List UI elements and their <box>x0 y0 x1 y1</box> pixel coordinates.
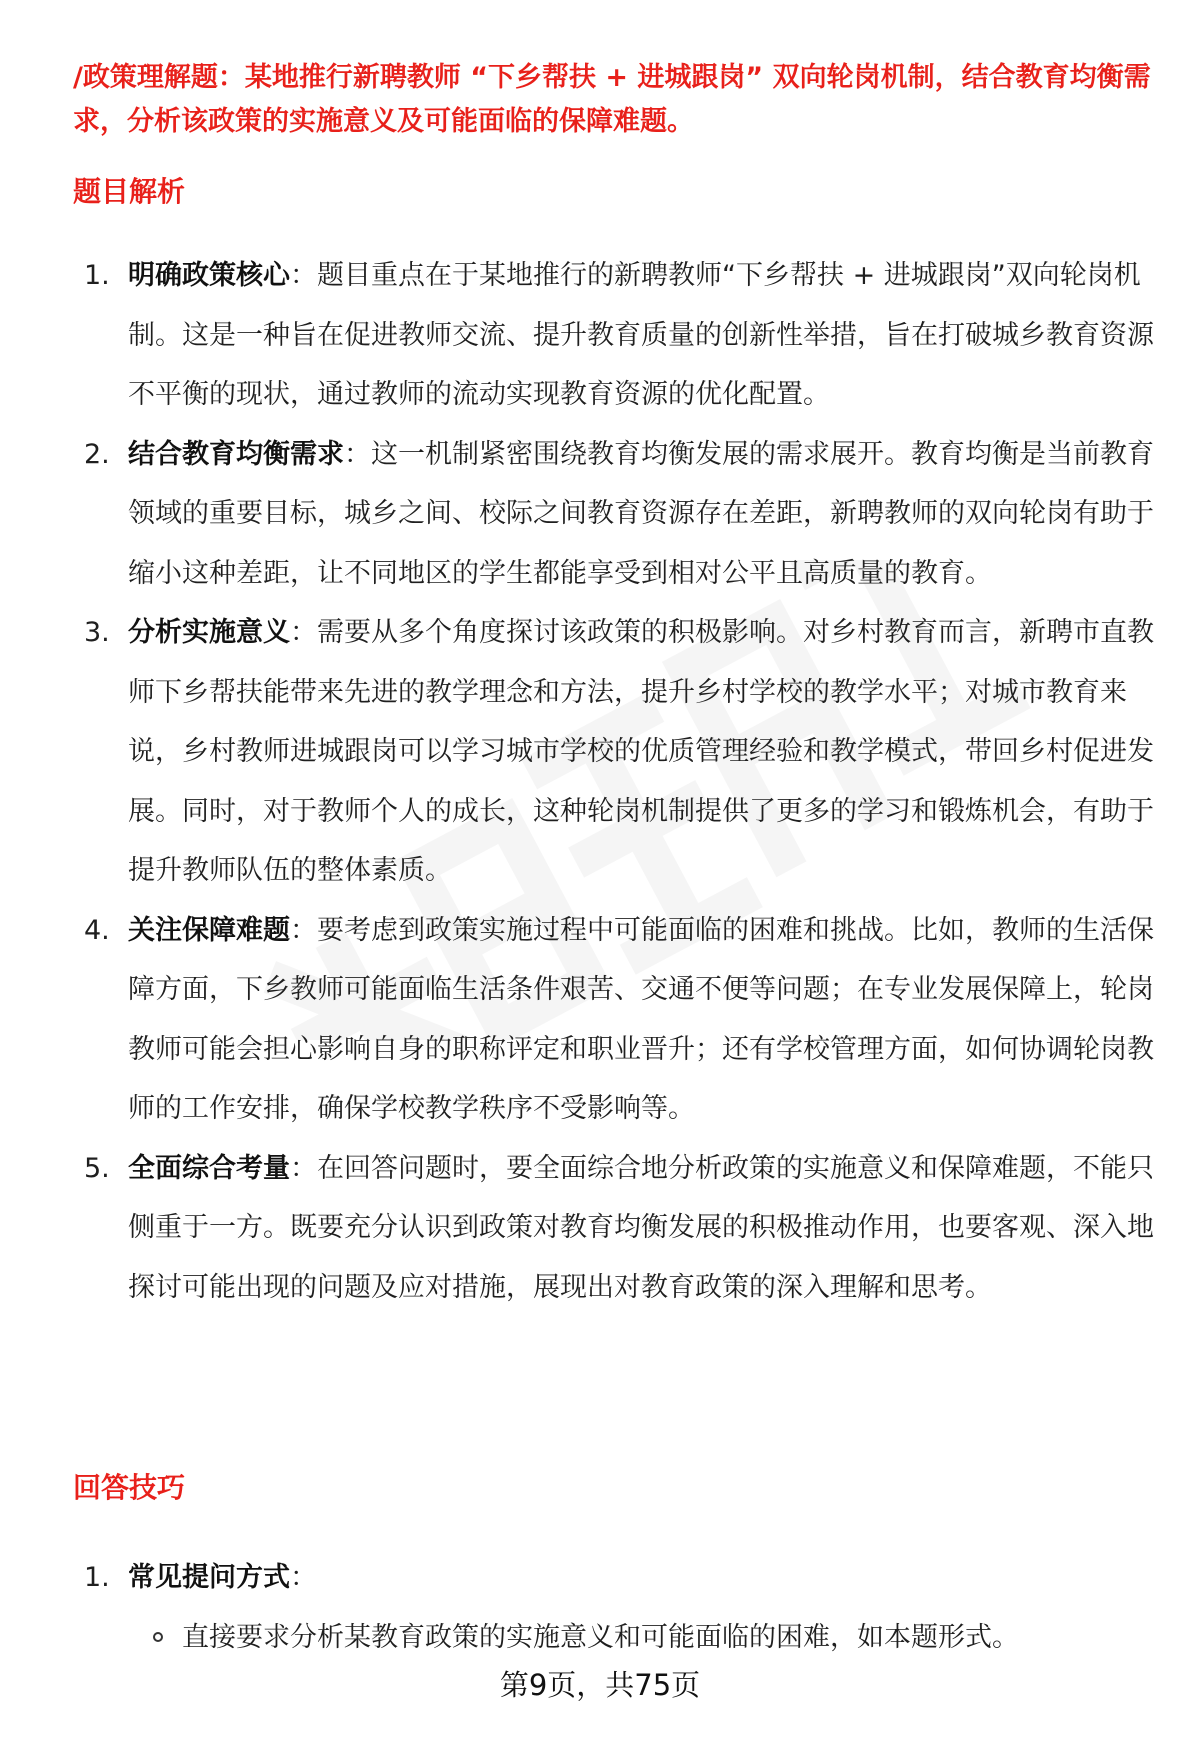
sub-list-item <box>128 1608 1158 1668</box>
section-heading-tips: 回答技巧 <box>73 1471 186 1504</box>
section-heading-analysis: 题目解析 <box>73 175 186 208</box>
list-item <box>0 603 1200 901</box>
list-item <box>0 1548 1200 1667</box>
item-text: 在回答问题时，要全面综合地分析政策的实施意义和保障难题，不能只侧重于一方。既要充分认识到政策对教育均衡发展的积极推动作用，也要客观、深入地探讨可能出现的问题及应对措施，展现出对教育政策的深入理解和思考。 <box>128 1152 1154 1303</box>
item-title: 明确政策核心 <box>128 260 290 291</box>
item-title: 关注保障难题 <box>128 914 290 946</box>
item-title: 分析实施意义 <box>128 617 290 648</box>
item-text: 这一机制紧密围绕教育均衡发展的需求展开。教育均衡是当前教育领域的重要目标，城乡之间、校际之间教育资源存在差距，新聘教师的双向轮岗有助于缩小这种差距，让不同地区的学生都能享受到相对公平且高质量的教育。 <box>128 438 1154 589</box>
list-number: 4. <box>84 914 110 946</box>
list-number: 1. <box>84 1562 110 1593</box>
list-item <box>0 246 1200 425</box>
item-title: 常见提问方式 <box>128 1562 290 1593</box>
item-title: 全面综合考量 <box>128 1152 290 1184</box>
item-separator: ： <box>290 1562 317 1593</box>
item-separator: ： <box>290 1152 317 1184</box>
page-number: 第9页，共75页 <box>499 1668 701 1702</box>
list-item <box>0 901 1200 1139</box>
list-number: 1. <box>84 260 110 291</box>
list-item <box>0 425 1200 604</box>
item-title: 结合教育均衡需求 <box>128 438 344 470</box>
item-text: 要考虑到政策实施过程中可能面临的困难和挑战。比如，教师的生活保障方面，下乡教师可能面临生活条件艰苦、交通不便等问题；在专业发展保障上，轮岗教师可能会担心影响自身的职称评定和职业晋升；还有学校管理方面，如何协调轮岗教师的工作安排，确保学校教学秩序不受影响等。 <box>128 914 1154 1124</box>
tips-list <box>0 1548 1200 1667</box>
list-number: 2. <box>84 438 110 470</box>
item-text: 题目重点在于某地推行的新聘教师“下乡帮扶 + 进城跟岗”双向轮岗机制。这是一种旨在促进教师交流、提升教育质量的创新性举措，旨在打破城乡教育资源不平衡的现状，通过教师的流动实现教育资源的优化配置。 <box>128 260 1154 410</box>
sub-item-text: 直接要求分析某教育政策的实施意义和可能面临的困难，如本题形式。 <box>182 1621 1019 1653</box>
list-number: 5. <box>84 1152 110 1184</box>
sub-list <box>128 1608 1158 1668</box>
question-title: /政策理解题：某地推行新聘教师 “下乡帮扶 + 进城跟岗” 双向轮岗机制，结合教育均衡需求，分析该政策的实施意义及可能面临的保障难题。 <box>73 62 1151 137</box>
list-item <box>0 1139 1200 1318</box>
item-separator: ： <box>290 617 317 648</box>
list-number: 3. <box>84 617 110 648</box>
item-separator: ： <box>290 914 317 946</box>
item-separator: ： <box>344 438 371 470</box>
item-text: 需要从多个角度探讨该政策的积极影响。对乡村教育而言，新聘市直教师下乡帮扶能带来先进的教学理念和方法，提升乡村学校的教学水平；对城市教育来说，乡村教师进城跟岗可以学习城市学校的优质管理经验和教学模式，带回乡村促进发展。同时，对于教师个人的成长，这种轮岗机制提供了更多的学习和锻炼机会，有助于提升教师队伍的整体素质。 <box>128 617 1154 886</box>
analysis-list <box>0 246 1200 1317</box>
circle-bullet-icon <box>153 1632 163 1642</box>
item-separator: ： <box>290 260 317 291</box>
